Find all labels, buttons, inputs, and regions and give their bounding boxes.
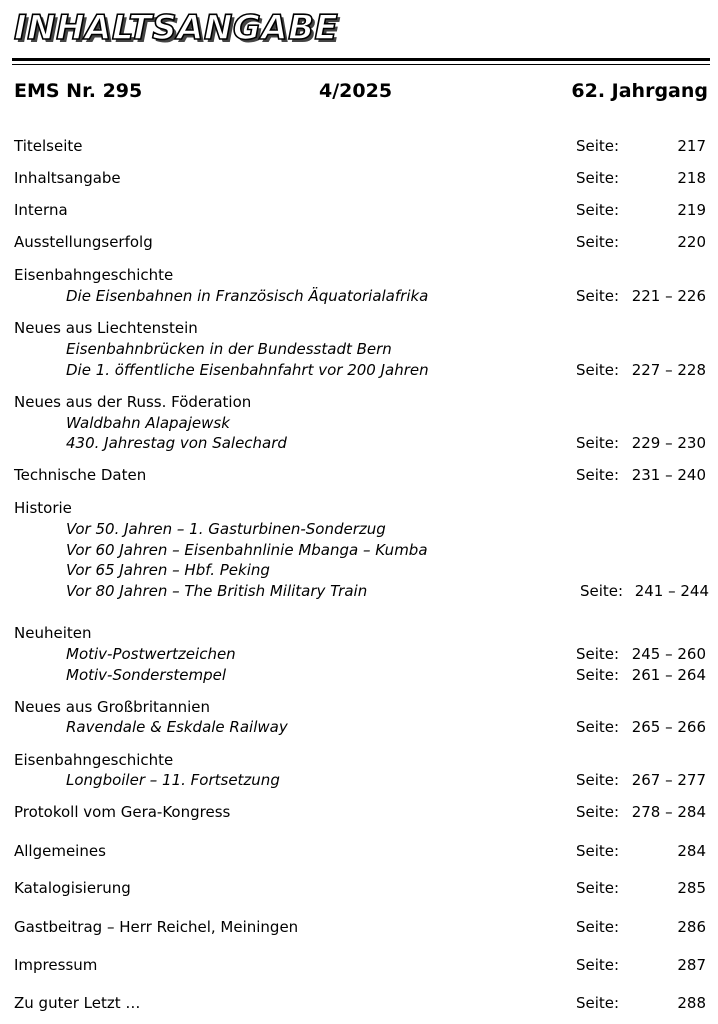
page-range: 241 – 244 xyxy=(634,582,709,600)
page-range: 284 xyxy=(677,842,706,860)
toc-entry-title: Protokoll vom Gera-Kongress xyxy=(14,803,231,821)
toc-subentry-title: Motiv-Postwertzeichen xyxy=(66,645,236,663)
page-range: 265 – 266 xyxy=(631,718,706,736)
seite-label: Seite: xyxy=(576,137,620,155)
toc-subentry-title: Vor 50. Jahren – 1. Gasturbinen-Sonderzug xyxy=(66,520,386,538)
toc-entry-title: Ausstellungserfolg xyxy=(14,233,153,251)
page-range: 231 – 240 xyxy=(631,466,706,484)
seite-label: Seite: xyxy=(576,956,620,974)
toc-entry-title: Inhaltsangabe xyxy=(14,169,121,187)
page-title: INHALTSANGABE xyxy=(14,8,339,48)
seite-label: Seite: xyxy=(576,201,620,219)
seite-label: Seite: xyxy=(576,718,620,736)
toc-subentry-title: Vor 80 Jahren – The British Military Train xyxy=(66,582,368,600)
seite-label: Seite: xyxy=(580,582,624,600)
seite-label: Seite: xyxy=(576,645,620,663)
ems-number: EMS Nr. 295 xyxy=(14,80,143,102)
toc-subentry-title: Longboiler – 11. Fortsetzung xyxy=(66,771,280,789)
toc-entry-title: Titelseite xyxy=(14,137,83,155)
volume-label: 62. Jahrgang xyxy=(571,80,708,102)
toc-entry-title: Katalogisierung xyxy=(14,879,131,897)
page-range: 221 – 226 xyxy=(631,287,706,305)
issue-number: 4/2025 xyxy=(319,80,393,102)
page-range: 285 xyxy=(677,879,706,897)
toc-entry-title: Gastbeitrag – Herr Reichel, Meiningen xyxy=(14,918,299,936)
seite-label: Seite: xyxy=(576,361,620,379)
toc-subentry-title: Vor 65 Jahren – Hbf. Peking xyxy=(66,561,270,579)
toc-entry-title: Neuheiten xyxy=(14,624,92,642)
toc-subentry-title: Motiv-Sonderstempel xyxy=(66,666,227,684)
toc-entry-title: Technische Daten xyxy=(14,466,147,484)
seite-label: Seite: xyxy=(576,233,620,251)
page-range: 286 xyxy=(677,918,706,936)
toc-entry-title: Neues aus der Russ. Föderation xyxy=(14,393,252,411)
page-range: 227 – 228 xyxy=(631,361,706,379)
toc-entry-title: Eisenbahngeschichte xyxy=(14,266,174,284)
seite-label: Seite: xyxy=(576,994,620,1012)
page-range: 288 xyxy=(677,994,706,1012)
toc-entry-title: Neues aus Liechtenstein xyxy=(14,319,198,337)
toc-subentry-title: Ravendale & Eskdale Railway xyxy=(66,718,288,736)
toc-subentry-title: 430. Jahrestag von Salechard xyxy=(66,434,287,452)
page-range: 218 xyxy=(677,169,706,187)
toc-entry-title: Impressum xyxy=(14,956,98,974)
page-range: 267 – 277 xyxy=(631,771,706,789)
seite-label: Seite: xyxy=(576,918,620,936)
seite-label: Seite: xyxy=(576,434,620,452)
toc-entry-title: Neues aus Großbritannien xyxy=(14,698,210,716)
page-range: 217 xyxy=(677,137,706,155)
toc-subentry-title: Die Eisenbahnen in Französisch Äquatorialafrika xyxy=(66,287,429,305)
seite-label: Seite: xyxy=(576,803,620,821)
seite-label: Seite: xyxy=(576,169,620,187)
toc-subentry-title: Waldbahn Alapajewsk xyxy=(66,414,230,432)
toc-subentry-title: Eisenbahnbrücken in der Bundesstadt Bern xyxy=(66,340,392,358)
toc-subentry-title: Vor 60 Jahren – Eisenbahnlinie Mbanga – Kumba xyxy=(66,541,428,559)
page-range: 245 – 260 xyxy=(631,645,706,663)
seite-label: Seite: xyxy=(576,842,620,860)
seite-label: Seite: xyxy=(576,771,620,789)
page-range: 219 xyxy=(677,201,706,219)
page-range: 278 – 284 xyxy=(631,803,706,821)
toc-entry-title: Historie xyxy=(14,499,72,517)
seite-label: Seite: xyxy=(576,666,620,684)
toc-entry-title: Zu guter Letzt … xyxy=(14,994,141,1012)
page-range: 261 – 264 xyxy=(631,666,706,684)
toc-entry-title: Eisenbahngeschichte xyxy=(14,751,174,769)
toc-entry-title: Interna xyxy=(14,201,68,219)
page-range: 229 – 230 xyxy=(631,434,706,452)
toc-entry-title: Allgemeines xyxy=(14,842,106,860)
page-range: 220 xyxy=(677,233,706,251)
page-range: 287 xyxy=(677,956,706,974)
seite-label: Seite: xyxy=(576,287,620,305)
seite-label: Seite: xyxy=(576,466,620,484)
seite-label: Seite: xyxy=(576,879,620,897)
toc-subentry-title: Die 1. öffentliche Eisenbahnfahrt vor 200 Jahren xyxy=(66,361,429,379)
